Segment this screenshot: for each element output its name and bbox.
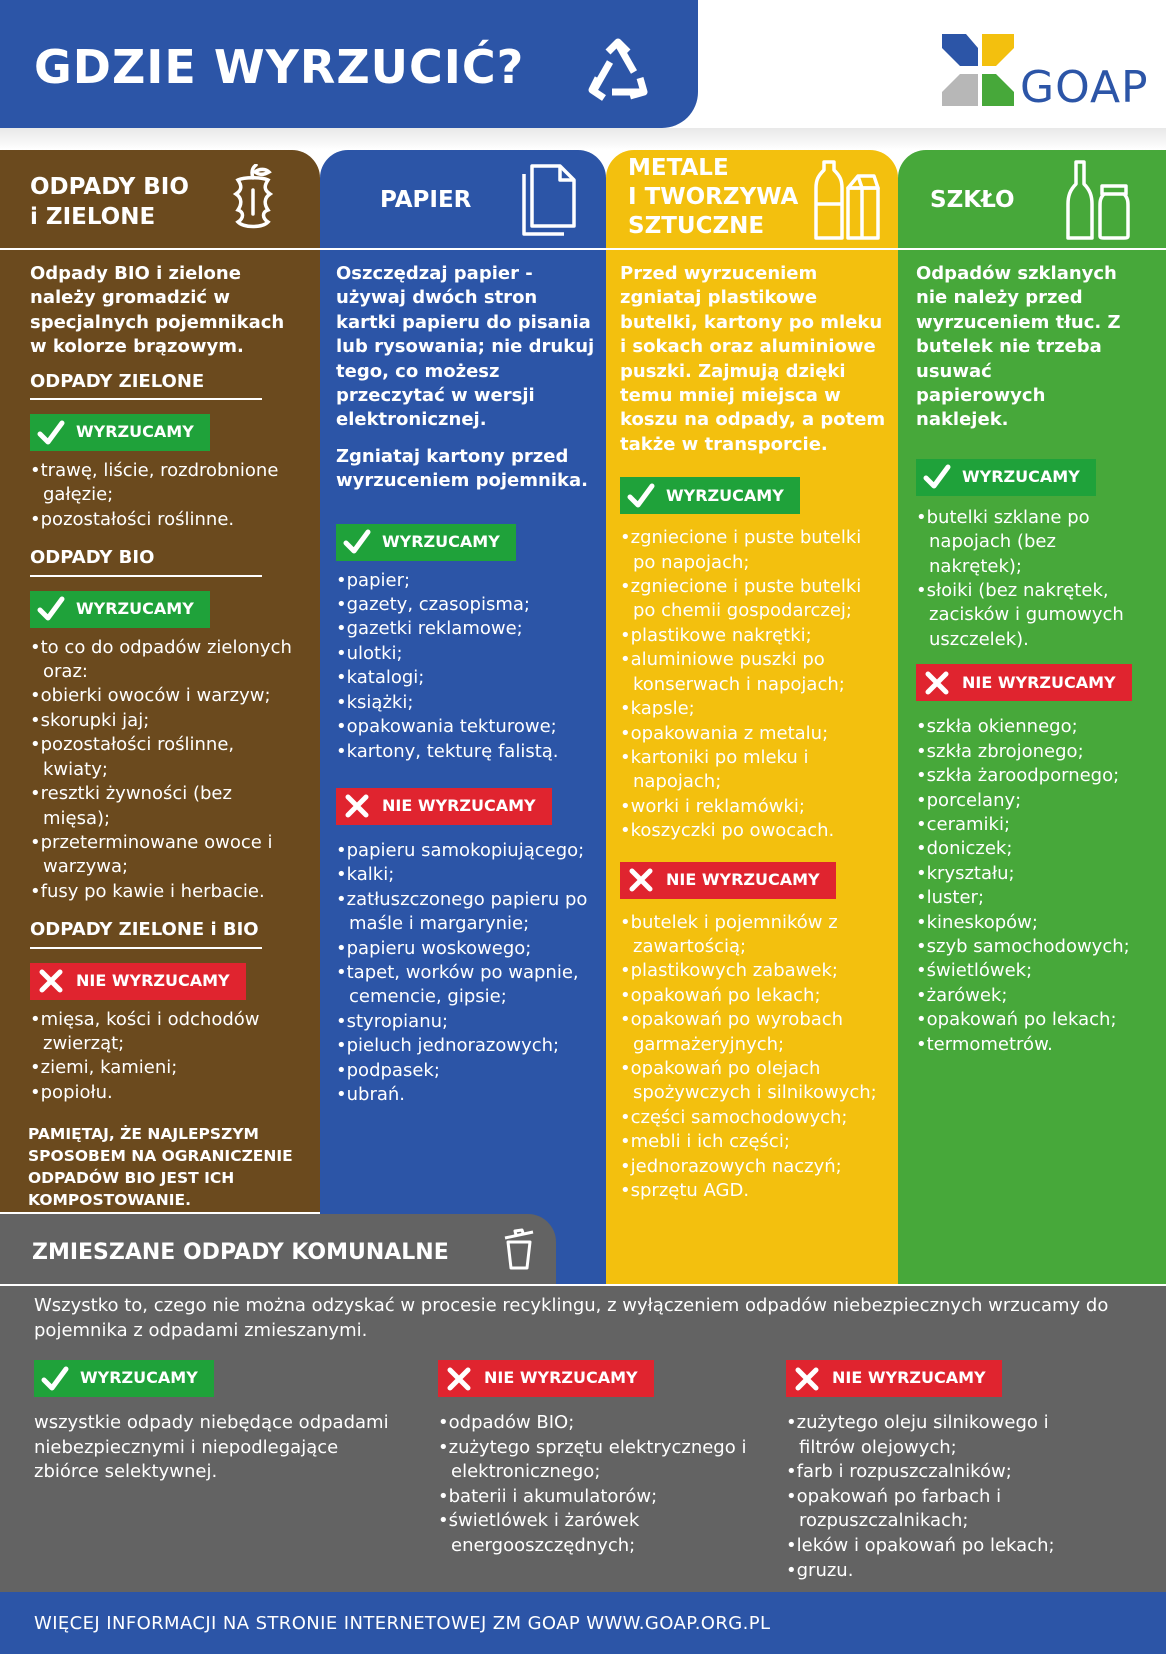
mixed-no-list-1: [438, 1411, 748, 1559]
badge-label: WYRZUCAMY: [76, 422, 194, 442]
list-item: • to co do odpadów zielonych oraz:: [30, 636, 300, 685]
papier-intro-2: Zgniataj kartony przed wyrzuceniem pojemnika.: [336, 445, 588, 492]
badge-label: NIE WYRZUCAMY: [666, 869, 820, 889]
footer-text: WIĘCEJ INFORMACJI NA STRONIE INTERNETOWEJ ZM GOAP WWW.GOAP.ORG.PL: [34, 1613, 771, 1634]
list-item: • przeterminowane owoce i warzywa;: [30, 831, 300, 880]
list-item: • opakowań po olejach spożywczych i silnikowych;: [620, 1057, 890, 1106]
bio-intro: Odpady BIO i zielone należy gromadzić w specjalnych pojemnikach w kolorze brązowym.: [30, 263, 285, 358]
list-item: • aluminiowe puszki po konserwach i napojach;: [620, 648, 880, 697]
list-item: • ziemi, kamieni;: [30, 1056, 300, 1080]
list-item: • plastikowe nakrętki;: [620, 624, 880, 648]
trash-bin-icon: [502, 1228, 536, 1270]
list-item: • kartoniki po mleku i napojach;: [620, 746, 880, 795]
list-item: • zgniecione i puste butelki po chemii gospodarczej;: [620, 575, 880, 624]
list-item: • gazety, czasopisma;: [336, 593, 606, 617]
column-bio: [0, 150, 320, 1212]
column-papier-body: [320, 262, 606, 1107]
list-item: • zatłuszczonego papieru po maśle i margarynie;: [336, 888, 598, 937]
list-item: • ulotki;: [336, 642, 606, 666]
badge-label: WYRZUCAMY: [666, 485, 784, 505]
papier-ok-badge: [336, 524, 516, 561]
bio-bio-ok-badge: [30, 591, 210, 628]
cross-icon: [36, 966, 66, 996]
badge-label: NIE WYRZUCAMY: [76, 970, 230, 990]
list-item: • popiołu.: [30, 1081, 300, 1105]
list-item: • plastikowych zabawek;: [620, 959, 890, 983]
list-item: • leków i opakowań po lekach;: [786, 1534, 1086, 1559]
metale-intro: Przed wyrzuceniem zgniataj plastikowe butelki, kartony po mleku i sokach oraz aluminiowe puszki. Zajmują dzięki temu mniej miejsca w koszu na odpady, a potem także w transporcie.: [620, 263, 886, 455]
bio-both-no-list: [30, 1008, 300, 1106]
goap-logo-text: GOAP: [1020, 62, 1149, 113]
papier-ok-list: [336, 569, 606, 764]
list-item: • pieluch jednorazowych;: [336, 1034, 598, 1058]
badge-label: WYRZUCAMY: [382, 531, 500, 551]
list-item: • katalogi;: [336, 666, 606, 690]
recycle-icon: [582, 38, 654, 110]
papier-no-badge: [336, 788, 552, 825]
list-item: • opakowań po lekach;: [916, 1008, 1156, 1032]
list-item: • baterii i akumulatorów;: [438, 1485, 748, 1510]
column-bio-header: [0, 150, 320, 250]
list-item: • świetlówek;: [916, 959, 1156, 983]
list-item: • sprzętu AGD.: [620, 1179, 890, 1203]
szklo-no-badge: [916, 664, 1132, 701]
list-item: • szkła żaroodpornego;: [916, 764, 1156, 788]
cross-icon: [342, 791, 372, 821]
cross-icon: [444, 1364, 474, 1394]
mixed-no-column-1: [438, 1360, 758, 1559]
metale-ok-list: [620, 526, 880, 843]
list-item: • resztki żywności (bez mięsa);: [30, 782, 300, 831]
bio-compost-note: PAMIĘTAJ, ŻE NAJLEPSZYM SPOSOBEM NA OGRANICZENIE ODPADÓW BIO JEST ICH KOMPOSTOWANIE.: [28, 1125, 293, 1210]
list-item: • szyb samochodowych;: [916, 935, 1156, 959]
list-item: • butelki szklane po napojach (bez nakrętek);: [916, 506, 1146, 579]
check-icon: [36, 594, 66, 624]
szklo-intro: Odpadów szklanych nie należy przed wyrzuceniem tłuc. Z butelek nie trzeba usuwać papierowych naklejek.: [916, 263, 1121, 431]
check-icon: [626, 481, 656, 511]
papier-intro-1: Oszczędzaj papier - używaj dwóch stron kartki papieru do pisania lub rysowania; nie drukuj tego, co możesz przeczytać w wersji elektronicznej.: [336, 263, 595, 431]
page-title: GDZIE WYRZUCIĆ?: [34, 40, 525, 94]
list-item: • żarówek;: [916, 984, 1156, 1008]
list-item: • odpadów BIO;: [438, 1411, 748, 1436]
bio-zielone-ok-list: [30, 459, 320, 532]
list-item: • gruzu.: [786, 1559, 1086, 1584]
cross-icon: [626, 865, 656, 895]
list-item: • opakowań po lekach;: [620, 984, 890, 1008]
column-bio-title-line1: ODPADY BIO: [30, 174, 189, 200]
column-metale-title-line1: METALE: [628, 155, 729, 181]
list-item: • książki;: [336, 691, 606, 715]
column-metale-header: [606, 150, 898, 250]
list-item: • kapsle;: [620, 697, 880, 721]
goap-logo-icon: [938, 30, 1018, 110]
list-item: • obierki owoców i warzyw;: [30, 684, 300, 708]
list-item: • butelek i pojemników z zawartością;: [620, 911, 890, 960]
mixed-no-column-2: [786, 1360, 1146, 1583]
list-item: • pozostałości roślinne, kwiaty;: [30, 733, 300, 782]
badge-label: NIE WYRZUCAMY: [962, 672, 1116, 692]
list-item: • mebli i ich części;: [620, 1130, 890, 1154]
apple-core-icon: [224, 164, 282, 232]
list-item: • opakowań po farbach i rozpuszczalnikach;: [786, 1485, 1086, 1534]
metale-no-badge: [620, 862, 836, 899]
bio-bio-ok-list: [30, 636, 300, 904]
column-szklo-body: [898, 262, 1166, 1057]
cross-icon: [792, 1364, 822, 1394]
list-item: • porcelany;: [916, 789, 1156, 813]
list-item: • ubrań.: [336, 1083, 598, 1107]
list-item: • słoiki (bez nakrętek, zacisków i gumowych uszczelek).: [916, 579, 1146, 652]
column-metale-body: [606, 262, 898, 1203]
bio-both-heading: ODPADY ZIELONE i BIO: [30, 918, 262, 948]
badge-label: NIE WYRZUCAMY: [832, 1368, 986, 1388]
bio-zielone-heading: ODPADY ZIELONE: [30, 370, 262, 400]
column-papier-title: PAPIER: [380, 187, 472, 213]
column-szklo-header: [898, 150, 1166, 250]
badge-label: NIE WYRZUCAMY: [382, 796, 536, 816]
column-papier-header: [320, 150, 606, 250]
list-item: • opakowań po wyrobach garmażeryjnych;: [620, 1008, 890, 1057]
list-item: • skorupki jaj;: [30, 709, 300, 733]
list-item: • papier;: [336, 569, 606, 593]
column-bio-title: [30, 172, 189, 232]
list-item: • farb i rozpuszczalników;: [786, 1460, 1086, 1485]
list-item: • fusy po kawie i herbacie.: [30, 880, 300, 904]
paper-sheets-icon: [520, 162, 578, 238]
column-metale: [606, 150, 898, 1284]
list-item: • jednorazowych naczyń;: [620, 1155, 890, 1179]
list-item: • zużytego sprzętu elektrycznego i elektronicznego;: [438, 1436, 748, 1485]
szklo-ok-list: [916, 506, 1146, 652]
szklo-ok-badge: [916, 459, 1096, 496]
badge-label: WYRZUCAMY: [76, 598, 194, 618]
szklo-no-list: [916, 715, 1156, 1057]
badge-label: NIE WYRZUCAMY: [484, 1368, 638, 1388]
column-bio-title-line2: i ZIELONE: [30, 204, 156, 230]
mixed-ok-text: wszystkie odpady niebędące odpadami niebezpiecznymi i niepodlegające zbiórce selektywnej.: [34, 1412, 389, 1483]
list-item: • kryształu;: [916, 862, 1156, 886]
papier-no-list: [336, 839, 598, 1107]
list-item: • gazetki reklamowe;: [336, 617, 606, 641]
list-item: • worki i reklamówki;: [620, 795, 880, 819]
check-icon: [922, 462, 952, 492]
list-item: • części samochodowych;: [620, 1106, 890, 1130]
list-item: • styropianu;: [336, 1010, 598, 1034]
mixed-no-badge-1: [438, 1360, 654, 1397]
check-icon: [40, 1364, 70, 1394]
mixed-no-list-2: [786, 1411, 1086, 1583]
list-item: • tapet, worków po wapnie, cemencie, gipsie;: [336, 961, 598, 1010]
list-item: • kineskopów;: [916, 911, 1156, 935]
list-item: • ceramiki;: [916, 813, 1156, 837]
mixed-no-badge-2: [786, 1360, 1002, 1397]
cross-icon: [922, 668, 952, 698]
mixed-ok-column: [34, 1360, 414, 1485]
list-item: • zgniecione i puste butelki po napojach;: [620, 526, 880, 575]
mixed-waste-title: ZMIESZANE ODPADY KOMUNALNE: [32, 1240, 449, 1265]
badge-label: WYRZUCAMY: [962, 467, 1080, 487]
list-item: • mięsa, kości i odchodów zwierząt;: [30, 1008, 300, 1057]
list-item: • świetlówek i żarówek energooszczędnych;: [438, 1509, 748, 1558]
column-papier: [320, 150, 606, 1284]
mixed-waste-description: Wszystko to, czego nie można odzyskać w procesie recyklingu, z wyłączeniem odpadów niebezpiecznych wrzucamy do pojemnika z odpadami zmieszanymi.: [34, 1295, 1109, 1341]
bottle-carton-icon: [812, 158, 882, 244]
list-item: • papieru samokopiującego;: [336, 839, 598, 863]
bio-bio-heading: ODPADY BIO: [30, 546, 262, 576]
metale-ok-badge: [620, 477, 800, 514]
bio-zielone-ok-badge: [30, 414, 210, 451]
badge-label: WYRZUCAMY: [80, 1368, 198, 1388]
list-item: • trawę, liście, rozdrobnione gałęzie;: [30, 459, 320, 508]
list-item: • termometrów.: [916, 1033, 1156, 1057]
list-item: • koszyczki po owocach.: [620, 819, 880, 843]
header-shadow: [0, 128, 1166, 150]
list-item: • szkła okiennego;: [916, 715, 1156, 739]
column-bio-body: [0, 262, 320, 1211]
column-szklo: [898, 150, 1166, 1284]
list-item: • opakowania tekturowe;: [336, 715, 606, 739]
check-icon: [36, 418, 66, 448]
list-item: • pozostałości roślinne.: [30, 508, 320, 532]
column-metale-title-line2: I TWORZYWA: [628, 184, 799, 210]
glass-bottle-jar-icon: [1066, 158, 1130, 244]
metale-no-list: [620, 911, 890, 1204]
mixed-ok-badge: [34, 1360, 214, 1397]
column-szklo-title: SZKŁO: [930, 187, 1015, 213]
check-icon: [342, 527, 372, 557]
list-item: • szkła zbrojonego;: [916, 740, 1156, 764]
list-item: • kartony, tekturę falistą.: [336, 740, 606, 764]
list-item: • luster;: [916, 886, 1156, 910]
list-item: • opakowania z metalu;: [620, 722, 880, 746]
list-item: • papieru woskowego;: [336, 937, 598, 961]
list-item: • zużytego oleju silnikowego i filtrów olejowych;: [786, 1411, 1086, 1460]
bio-both-no-badge: [30, 963, 246, 1000]
list-item: • doniczek;: [916, 837, 1156, 861]
list-item: • kalki;: [336, 863, 598, 887]
list-item: • podpasek;: [336, 1059, 598, 1083]
column-metale-title-line3: SZTUCZNE: [628, 213, 765, 239]
column-metale-title: [628, 154, 798, 241]
